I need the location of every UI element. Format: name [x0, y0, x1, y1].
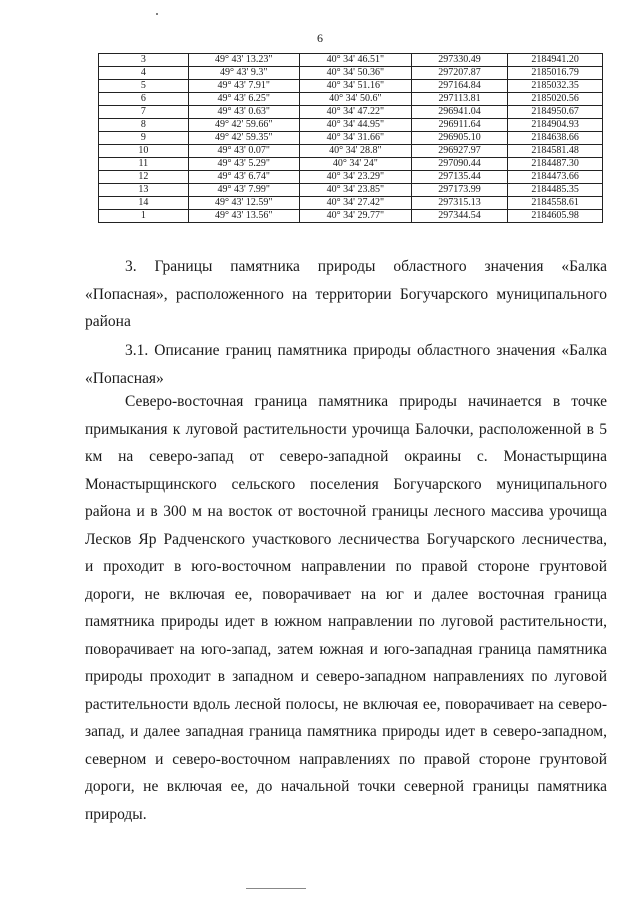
section-3-heading	[85, 253, 607, 336]
table-cell: 49° 43' 5.29"	[188, 158, 299, 171]
table-cell: 2184558.61	[508, 197, 603, 210]
table-cell: 40° 34' 23.29"	[299, 171, 411, 184]
table-cell: 40° 34' 46.51"	[299, 54, 411, 67]
table-cell: 40° 34' 29.77"	[299, 210, 411, 223]
body-line: дороги, не включая ее, до начальной точки северной границы памятника	[85, 778, 607, 795]
table-cell: 49° 43' 7.99"	[188, 184, 299, 197]
table-cell: 14	[99, 197, 189, 210]
body-line: северном и северо-восточном направлениях по правой стороне грунтовой	[85, 750, 607, 768]
body-line: природы.	[85, 805, 147, 823]
table-cell: 49° 43' 9.3"	[188, 67, 299, 80]
table-cell: 296905.10	[411, 132, 507, 145]
table-cell: 5	[99, 80, 189, 93]
table-cell: 2185020.56	[508, 93, 603, 106]
table-cell: 2184485.35	[508, 184, 603, 197]
body-line: района и в 300 м на восток от восточной границы лесного массива урочища	[85, 503, 607, 520]
table-cell: 2184638.66	[508, 132, 603, 145]
table-cell: 297164.84	[411, 80, 507, 93]
table-row	[99, 106, 603, 119]
table-cell: 297113.81	[411, 93, 507, 106]
table-row	[99, 197, 603, 210]
table-cell: 2184473.66	[508, 171, 603, 184]
body-line: растительности вдоль лесной полосы, не включая ее, поворачивает на северо-	[85, 695, 607, 713]
section-3-line-1: 3. Границы памятника природы областного значения «Балка	[125, 258, 607, 275]
body-line: Монастырщинского сельского поселения Богучарского муниципального	[85, 475, 607, 493]
table-row	[99, 145, 603, 158]
table-row	[99, 210, 603, 223]
table-cell: 3	[99, 54, 189, 67]
table-cell: 9	[99, 132, 189, 145]
table-cell: 40° 34' 51.16"	[299, 80, 411, 93]
section-3-1-line-2: «Попасная»	[85, 369, 164, 387]
table-cell: 6	[99, 93, 189, 106]
table-row	[99, 132, 603, 145]
table-row	[99, 119, 603, 132]
table-cell: 40° 34' 28.8"	[299, 145, 411, 158]
table-cell: 1	[99, 210, 189, 223]
table-cell: 49° 42' 59.35"	[188, 132, 299, 145]
coordinates-table-body	[99, 54, 603, 223]
section-3-1-heading	[85, 337, 607, 392]
body-line: природы проходит в западном и северо-западном направлениях по луговой	[85, 668, 607, 685]
table-cell: 296911.64	[411, 119, 507, 132]
table-cell: 49° 43' 13.56"	[188, 210, 299, 223]
table-cell: 297330.49	[411, 54, 507, 67]
scan-speck	[156, 13, 158, 15]
coordinates-table	[98, 53, 603, 223]
table-cell: 8	[99, 119, 189, 132]
table-cell: 40° 34' 50.36"	[299, 67, 411, 80]
body-line: Лесков Яр Радченского участкового лесничества Богучарского лесничества,	[85, 530, 607, 548]
table-cell: 2184605.98	[508, 210, 603, 223]
table-row	[99, 184, 603, 197]
page-number: 6	[317, 31, 323, 45]
table-cell: 49° 43' 0.63"	[188, 106, 299, 119]
body-line: памятника природы идет в южном направлении по луговой растительности,	[85, 613, 607, 630]
table-cell: 49° 43' 12.59"	[188, 197, 299, 210]
table-cell: 297090.44	[411, 158, 507, 171]
body-line: Северо-восточная граница памятника природы начинается в точке	[125, 393, 607, 410]
table-cell: 296941.04	[411, 106, 507, 119]
table-cell: 40° 34' 27.42"	[299, 197, 411, 210]
table-cell: 297173.99	[411, 184, 507, 197]
scan-mark	[246, 888, 306, 889]
body-line: поворачивает на юго-запад, затем южная и юго-западная граница памятника	[85, 640, 607, 658]
section-3-line-2: «Попасная», расположенного на территории Богучарского муниципального	[85, 285, 607, 303]
body-line: дороги, не включая ее, поворачивает на юг и далее восточная граница	[85, 585, 607, 603]
body-line: примыкания к луговой растительности урочища Балочки, расположенной в 5	[85, 420, 607, 438]
body-line: запад, и далее западная граница памятника природы идет в северо-западном,	[85, 723, 607, 740]
table-cell: 2184904.93	[508, 119, 603, 132]
table-cell: 4	[99, 67, 189, 80]
table-cell: 11	[99, 158, 189, 171]
table-cell: 2185016.79	[508, 67, 603, 80]
table-cell: 49° 43' 13.23"	[188, 54, 299, 67]
section-3-1-line-1: 3.1. Описание границ памятника природы областного значения «Балка	[125, 342, 607, 359]
table-cell: 12	[99, 171, 189, 184]
body-line: км на северо-запад от северо-западной окраины с. Монастырщина	[85, 448, 607, 465]
table-cell: 40° 34' 31.66"	[299, 132, 411, 145]
table-cell: 13	[99, 184, 189, 197]
table-row	[99, 158, 603, 171]
table-cell: 297207.87	[411, 67, 507, 80]
table-cell: 2184950.67	[508, 106, 603, 119]
table-cell: 2184581.48	[508, 145, 603, 158]
boundary-description	[85, 388, 607, 828]
table-cell: 40° 34' 47.22"	[299, 106, 411, 119]
table-cell: 40° 34' 23.85"	[299, 184, 411, 197]
table-cell: 40° 34' 24"	[299, 158, 411, 171]
table-cell: 40° 34' 44.95"	[299, 119, 411, 132]
table-cell: 2184941.20	[508, 54, 603, 67]
section-3-line-3: района	[85, 313, 131, 330]
table-row	[99, 54, 603, 67]
table-cell: 2185032.35	[508, 80, 603, 93]
table-row	[99, 80, 603, 93]
table-cell: 297315.13	[411, 197, 507, 210]
table-cell: 296927.97	[411, 145, 507, 158]
table-cell: 10	[99, 145, 189, 158]
table-cell: 2184487.30	[508, 158, 603, 171]
table-cell: 297135.44	[411, 171, 507, 184]
table-cell: 49° 43' 0.07"	[188, 145, 299, 158]
table-row	[99, 171, 603, 184]
table-cell: 49° 43' 6.74"	[188, 171, 299, 184]
table-cell: 7	[99, 106, 189, 119]
table-cell: 49° 43' 7.91"	[188, 80, 299, 93]
table-cell: 40° 34' 50.6"	[299, 93, 411, 106]
table-row	[99, 93, 603, 106]
table-cell: 297344.54	[411, 210, 507, 223]
table-cell: 49° 42' 59.66"	[188, 119, 299, 132]
table-cell: 49° 43' 6.25"	[188, 93, 299, 106]
body-line: и проходит в юго-восточном направлении по правой стороне грунтовой	[85, 558, 607, 575]
table-row	[99, 67, 603, 80]
